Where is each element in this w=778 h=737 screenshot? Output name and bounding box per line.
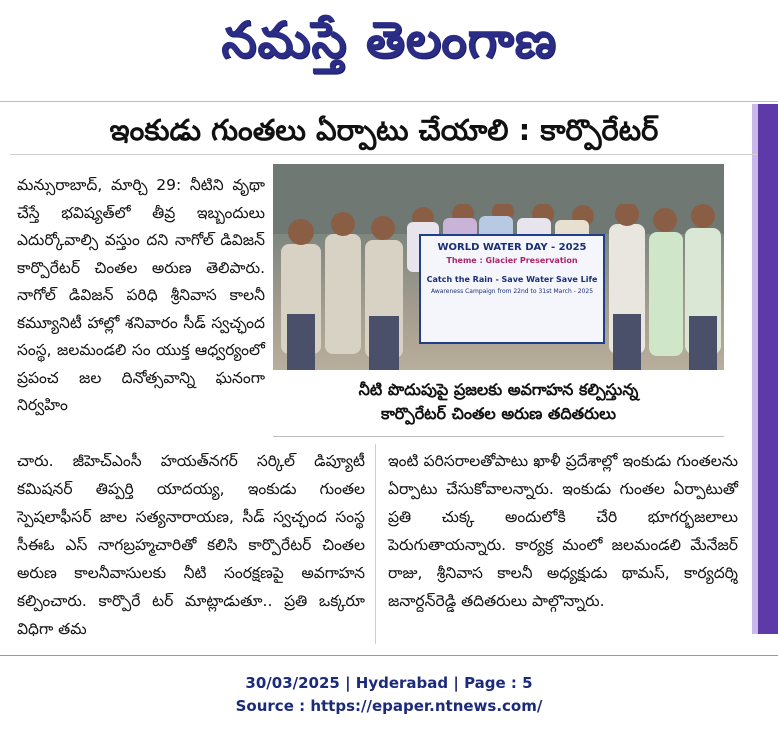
banner-theme: Theme : Glacier Preservation	[446, 256, 578, 265]
caption-line-2: కార్పొరేటర్ చింతల అరుణ తదితరులు	[380, 404, 617, 423]
world-water-day-banner	[419, 234, 605, 344]
lead-paragraph: మన్సురాబాద్, మార్చి 29: నీటిని వృథా చేస్తే భవిష్యత్‌లో తీవ్ర ఇబ్బందులు ఎదుర్కోవాల్సి వస్తుం దని నాగోల్ డివిజన్ కార్పొరేటర్ చింతల అరుణ తెలిపారు. నాగోల్ డివిజన్ పరిధి శ్రీనివాస కాలనీ కమ్యూనిటీ హాల్లో శనివారం సీడ్ స్వచ్ఛంద సంస్థ, జలమండలి సం యుక్త ఆధ్వర్యంలో ప్రపంచ జల దినోత్సవాన్ని ఘనంగా నిర్వహిం	[17, 176, 265, 414]
body-right-paragraph: ఇంటి పరిసరాలతోపాటు ఖాళీ ప్రదేశాల్లో ఇంకుడు గుంతలను ఏర్పాటు చేసుకోవాలన్నారు. ఇంకుడు గుంతల ఏర్పాటుతో ప్రతి చుక్క అందులోకి చేరి భూగర్భజలాలు పెరుగుతాయన్నారు. కార్యక్ర మంలో జలమండలి మేనేజర్ రాజు, శ్రీనివాస కాలనీ అధ్యక్షుడు థామస్, కార్యదర్శి జనార్దన్‌రెడ్డి తదితరులు పాల్గొన్నారు.	[388, 452, 738, 610]
article-body-left	[17, 447, 365, 643]
page-footer	[0, 672, 778, 718]
footer-divider	[0, 655, 778, 656]
banner-campaign-dates: Awareness Campaign from 22nd to 31st March - 2025	[430, 288, 594, 295]
masthead	[0, 0, 778, 92]
edition-info: 30/03/2025 | Hyderabad | Page : 5	[245, 674, 533, 692]
banner-title: WORLD WATER DAY - 2025	[437, 242, 587, 253]
article-lead-column	[17, 172, 265, 420]
article-body-right	[388, 447, 738, 615]
caption-divider	[273, 436, 724, 437]
photo-caption	[273, 378, 724, 426]
masthead-divider	[0, 101, 778, 102]
caption-line-1: నీటి పొదుపుపై ప్రజలకు అవగాహన కల్పిస్తున్న	[358, 380, 639, 399]
newspaper-logo-title: నమస్తే తెలంగాణ	[221, 10, 557, 69]
body-left-paragraph: చారు. జీహెచ్ఎంసీ హయత్‌నగర్ సర్కిల్ డిప్యూటీ కమిషనర్ తిప్పర్తి యాదయ్య, ఇంకుడు గుంతల స్పెషలాఫీసర్ జాల సత్యనారాయణ, సీడ్ స్వచ్ఛంద సంస్థ సీఈఓ ఎస్ నాగబ్రహ్మచారితో కలిసి కార్పొరేటర్ చింతల అరుణ కాలనీవాసులకు నీటి సంరక్షణపై అవగాహన కల్పించారు. కార్పొరే టర్ మాట్లాడుతూ.. ప్రతి ఒక్కరూ విధిగా తమ	[17, 452, 365, 638]
source-link[interactable]: Source : https://epaper.ntnews.com/	[235, 697, 543, 715]
banner-slogan: Catch the Rain - Save Water Save Life	[426, 275, 598, 284]
page-edge-strip	[758, 104, 778, 634]
article-headline: ఇంకుడు గుంతలు ఏర్పాటు చేయాలి : కార్పొరేటర్	[10, 114, 758, 155]
article-photo	[273, 164, 724, 370]
column-divider	[375, 444, 376, 644]
